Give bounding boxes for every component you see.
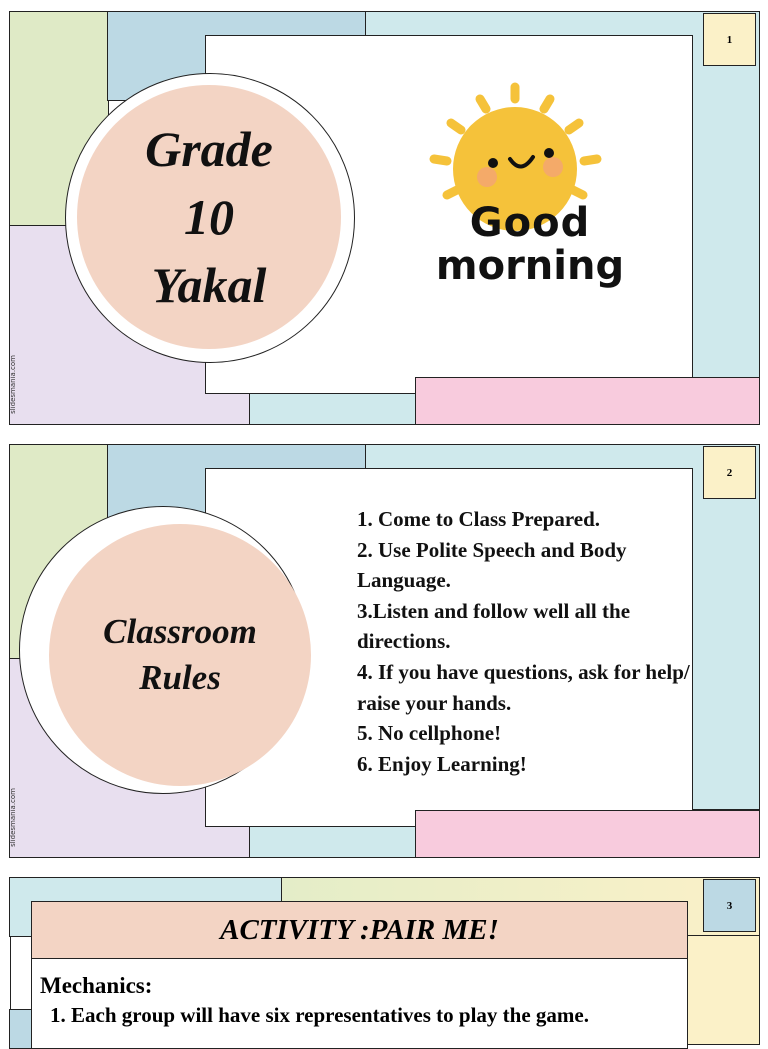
page-number: 2 xyxy=(703,446,756,499)
teal-strip xyxy=(249,393,417,425)
activity-body xyxy=(31,959,688,1049)
title-circle xyxy=(77,85,341,349)
activity-title: ACTIVITY :PAIR ME! xyxy=(31,901,688,959)
rule-item: 5. No cellphone! xyxy=(357,721,502,746)
page-number: 3 xyxy=(703,879,756,932)
title-line-2: Rules xyxy=(139,658,221,697)
slide-1[interactable] xyxy=(10,12,757,421)
morning-word: morning xyxy=(435,243,625,289)
rule-item: 2. Use Polite Speech and Body Language. xyxy=(357,537,627,593)
title-line-1: Classroom xyxy=(103,612,257,651)
title-line-2: 10 xyxy=(183,189,234,245)
rule-item: 4. If you have questions, ask for help/ raise your hands. xyxy=(357,659,690,715)
rules-list xyxy=(357,504,717,779)
slide-3[interactable] xyxy=(10,878,757,1038)
pink-panel xyxy=(415,810,760,858)
slide-2[interactable] xyxy=(10,445,757,854)
good-word: Good xyxy=(469,200,591,246)
rule-item: 1. Come to Class Prepared. xyxy=(357,507,601,531)
mechanics-label: Mechanics: xyxy=(40,973,153,998)
blue-panel xyxy=(9,1009,33,1049)
yellow-panel xyxy=(687,935,760,1045)
good-morning-text xyxy=(415,200,645,289)
mechanics-item: 1. Each group will have six representatives to play the game. xyxy=(50,1003,589,1027)
title-circle xyxy=(49,524,311,786)
teal-strip xyxy=(249,826,417,858)
rule-item: 3.Listen and follow well all the directions. xyxy=(357,598,631,654)
title-line-3: Yakal xyxy=(151,257,267,313)
watermark: slidesmania.com xyxy=(9,788,17,847)
rule-item: 6. Enjoy Learning! xyxy=(357,751,527,776)
page-number: 1 xyxy=(703,13,756,66)
watermark: slidesmania.com xyxy=(9,355,17,414)
title-line-1: Grade xyxy=(145,121,273,177)
pink-panel xyxy=(415,377,760,425)
